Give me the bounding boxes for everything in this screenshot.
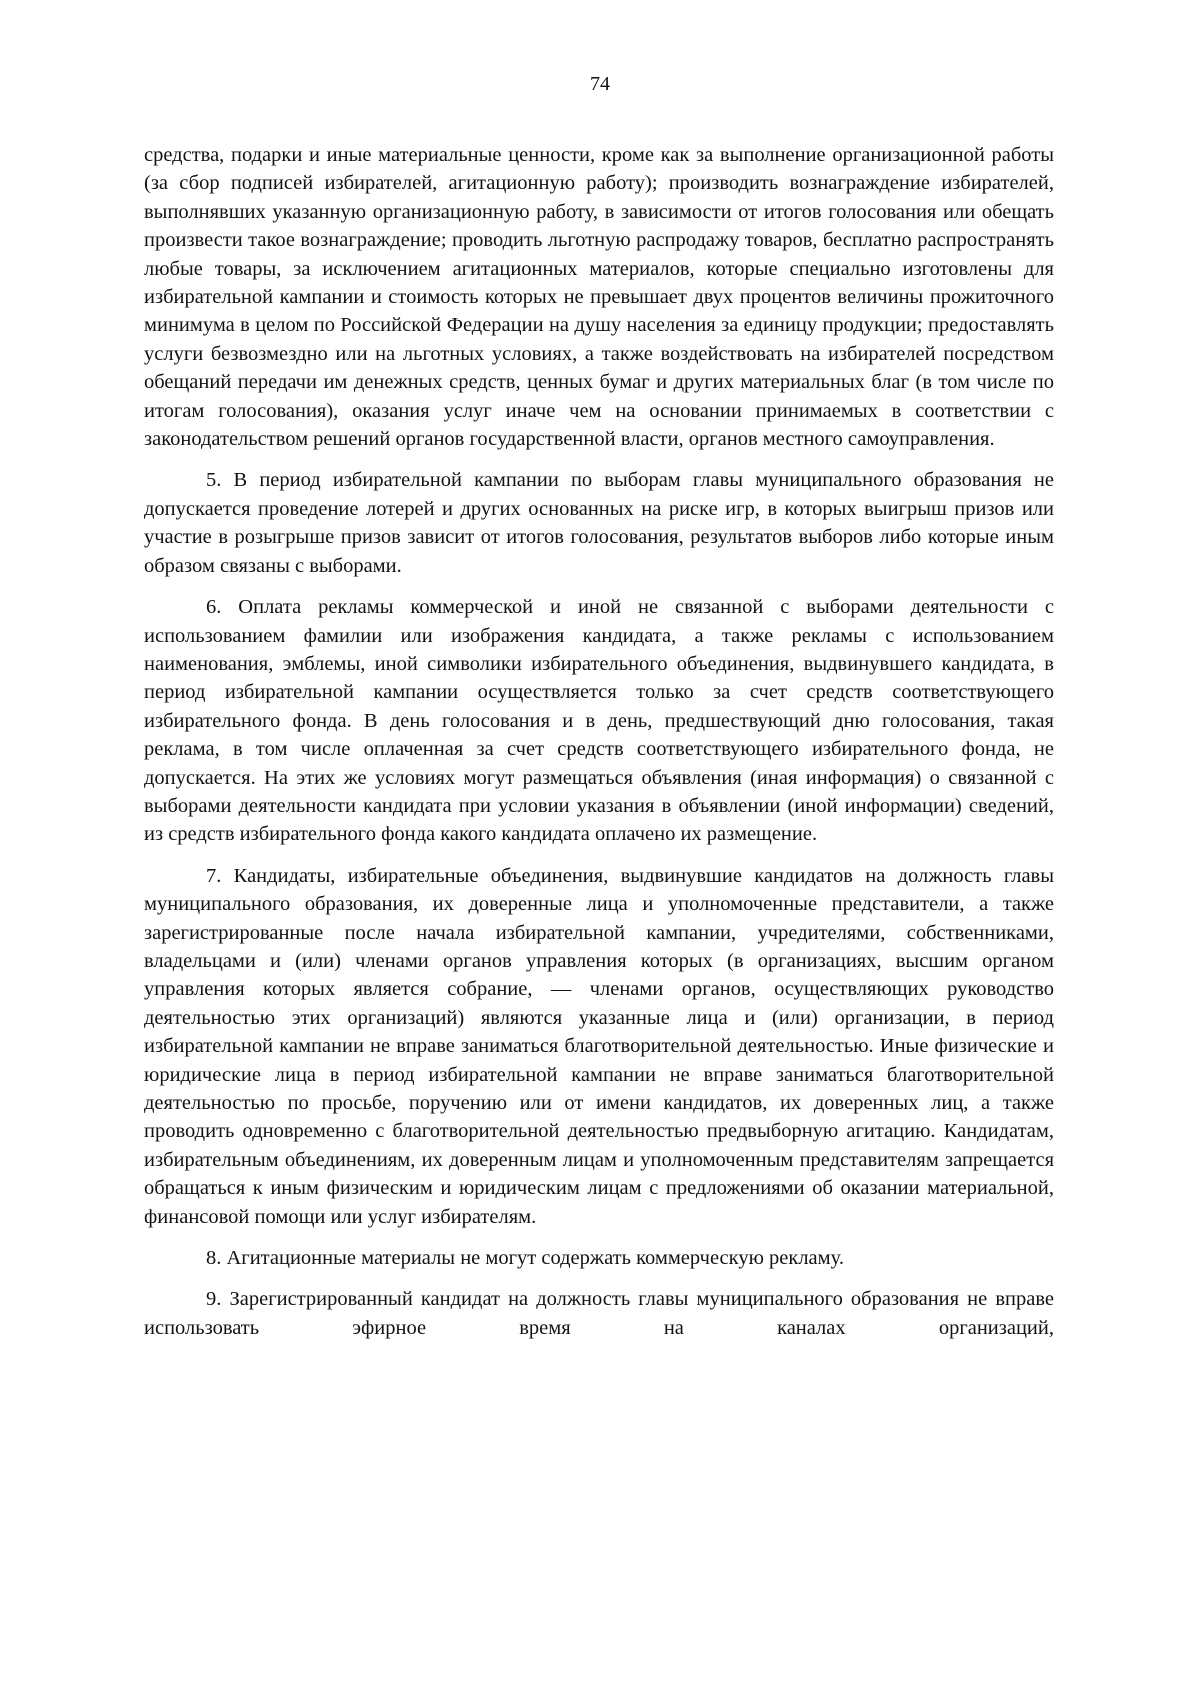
page-number: 74 <box>590 73 610 95</box>
paragraph-item-5: 5. В период избирательной кампании по выборам главы муниципального образования не допускается проведение лотерей и других основанных на риске игр, в которых выигрыш призов или участие в розыгрыше призов зависит от итогов голосования, результатов выборов либо которые иным образом связаны с выборами. <box>144 469 1054 577</box>
paragraph-item-6: 6. Оплата рекламы коммерческой и иной не связанной с выборами деятельности с использованием фамилии или изображения кандидата, а также рекламы с использованием наименования, эмблемы, иной символики избирательного объединения, выдвинувшего кандидата, в период избирательной кампании осуществляется только за счет средств соответствующего избирательного фонда. В день голосования и в день, предшествующий дню голосования, такая реклама, в том числе оплаченная за счет средств соответствующего избирательного фонда, не допускается. На этих же условиях могут размещаться объявления (иная информация) о связанной с выборами деятельности кандидата при условии указания в объявлении (иной информации) сведений, из средств избирательного фонда какого кандидата оплачено их размещение. <box>144 596 1054 846</box>
paragraph-item-9: 9. Зарегистрированный кандидат на должность главы муниципального образования не вправе использовать эфирное время на каналах организаций, <box>144 1288 1054 1339</box>
document-body <box>144 141 1054 1355</box>
paragraph-item-8: 8. Агитационные материалы не могут содержать коммерческую рекламу. <box>206 1247 844 1270</box>
paragraph-item-7: 7. Кандидаты, избирательные объединения, выдвинувшие кандидатов на должность главы муниципального образования, их доверенные лица и уполномоченные представители, а также зарегистрированные после начала избирательной кампании, учредителями, собственниками, владельцами и (или) членами органов управления которых (в организациях, высшим органом управления которых является собрание, — членами органов, осуществляющих руководство деятельностью этих организаций) являются указанные лица и (или) организации, в период избирательной кампании не вправе заниматься благотворительной деятельностью. Иные физические и юридические лица в период избирательной кампании не вправе заниматься благотворительной деятельностью по просьбе, поручению или от имени кандидатов, их доверенных лиц, а также проводить одновременно с благотворительной деятельностью предвыборную агитацию. Кандидатам, избирательным объединениям, их доверенным лицам и уполномоченным представителям запрещается обращаться к иным физическим и юридическим лицам с предложениями об оказании материальной, финансовой помощи или услуг избирателям. <box>144 864 1054 1228</box>
paragraph-continuation: средства, подарки и иные материальные ценности, кроме как за выполнение организационной работы (за сбор подписей избирателей, агитационную работу); производить вознаграждение избирателей, выполнявших указанную организационную работу, в зависимости от итогов голосования или обещать произвести такое вознаграждение; проводить льготную распродажу товаров, бесплатно распространять любые товары, за исключением агитационных материалов, которые специально изготовлены для избирательной кампании и стоимость которых не превышает двух процентов величины прожиточного минимума в целом по Российской Федерации на душу населения за единицу продукции; предоставлять услуги безвозмездно или на льготных условиях, а также воздействовать на избирателей посредством обещаний передачи им денежных средств, ценных бумаг и других материальных благ (в том числе по итогам голосования), оказания услуг иначе чем на основании принимаемых в соответствии с законодательством решений органов государственной власти, органов местного самоуправления. <box>144 144 1054 451</box>
